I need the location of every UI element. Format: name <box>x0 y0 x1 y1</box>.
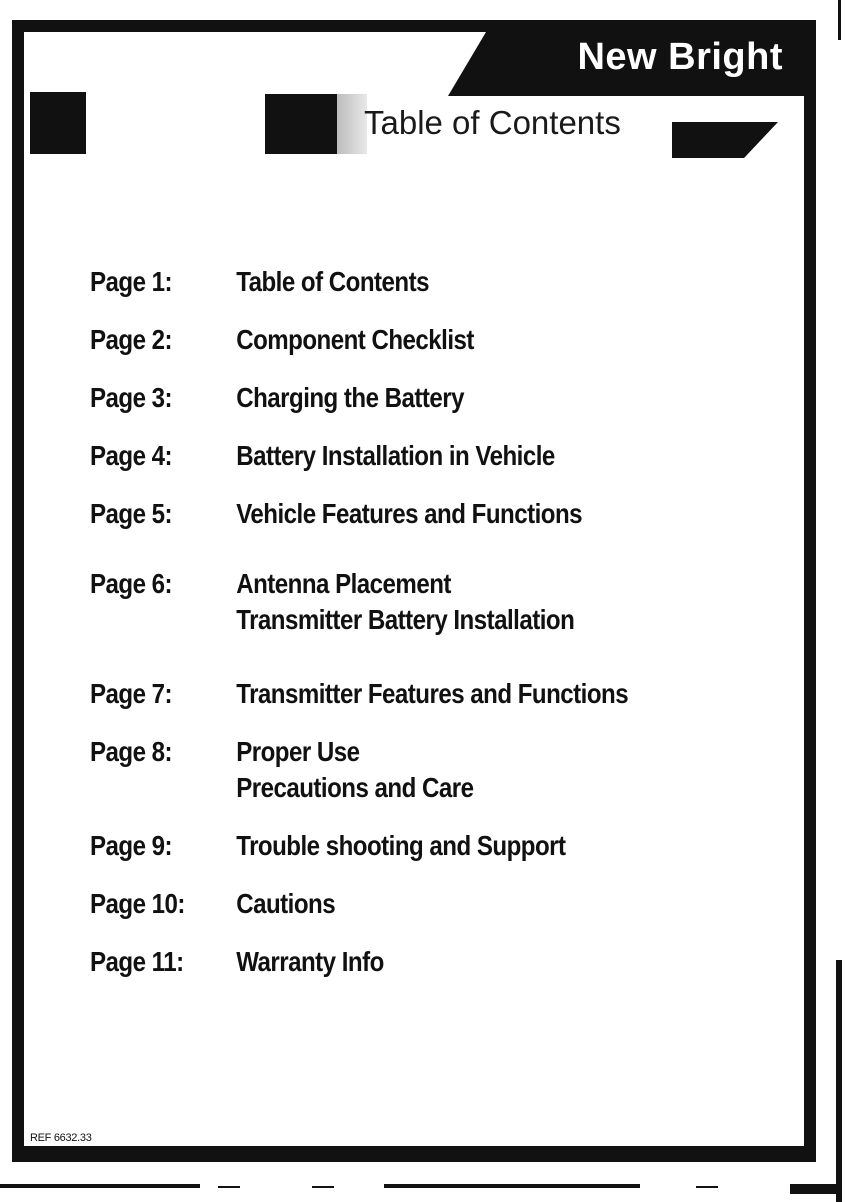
toc-page-number: Page 7: <box>90 678 173 709</box>
toc-topic: Proper Use <box>236 736 360 767</box>
brand-logo-text: New Bright <box>577 36 783 78</box>
toc-page-number: Page 5: <box>90 498 173 529</box>
toc-page-number: Page 11: <box>90 946 184 977</box>
toc-page-number: Page 6: <box>90 568 173 599</box>
toc-topic: Antenna Placement <box>236 568 451 599</box>
toc-page-number: Page 4: <box>90 440 173 471</box>
toc-topic: Component Checklist <box>236 324 474 355</box>
toc-entry <box>90 566 788 638</box>
toc-topic: Transmitter Battery Installation <box>236 604 575 635</box>
scan-dash <box>218 1186 240 1188</box>
scan-dash <box>696 1186 718 1188</box>
toc-entry <box>90 734 788 806</box>
toc-entry <box>90 828 788 864</box>
toc-page-number: Page 1: <box>90 266 173 297</box>
toc-entry <box>90 496 788 532</box>
reference-code: REF 6632.33 <box>30 1132 92 1144</box>
toc-topic: Cautions <box>236 888 336 919</box>
toc-page-number: Page 2: <box>90 324 173 355</box>
scan-edge-bottom-left <box>0 1184 200 1188</box>
scan-dash <box>312 1186 334 1188</box>
toc-entry <box>90 944 788 980</box>
toc-entry <box>90 438 788 474</box>
scan-edge-bottom-right <box>790 1184 836 1194</box>
title-decor-shade <box>337 94 367 154</box>
toc-entry <box>90 264 788 300</box>
toc-topic: Vehicle Features and Functions <box>236 498 583 529</box>
toc-topic: Battery Installation in Vehicle <box>236 440 555 471</box>
scan-edge-right <box>838 0 841 40</box>
toc-page-number: Page 8: <box>90 736 173 767</box>
page-title: Table of Contents <box>364 104 621 141</box>
toc-topic: Trouble shooting and Support <box>236 830 566 861</box>
toc-entry <box>90 380 788 416</box>
toc-topic: Precautions and Care <box>236 772 474 803</box>
toc-topic: Transmitter Features and Functions <box>236 678 629 709</box>
scan-edge-bottom-mid <box>384 1184 640 1188</box>
title-decor-block-left <box>265 94 337 154</box>
toc-entry <box>90 676 788 712</box>
toc-topic: Table of Contents <box>236 266 429 297</box>
toc-page-number: Page 3: <box>90 382 173 413</box>
toc-topic: Warranty Info <box>236 946 384 977</box>
toc-entry <box>90 322 788 358</box>
toc-entry <box>90 886 788 922</box>
toc-page-number: Page 10: <box>90 888 185 919</box>
toc-topic: Charging the Battery <box>236 382 465 413</box>
decorative-block-left <box>30 92 86 154</box>
toc-page-number: Page 9: <box>90 830 173 861</box>
scan-edge-right-lower <box>836 960 842 1202</box>
